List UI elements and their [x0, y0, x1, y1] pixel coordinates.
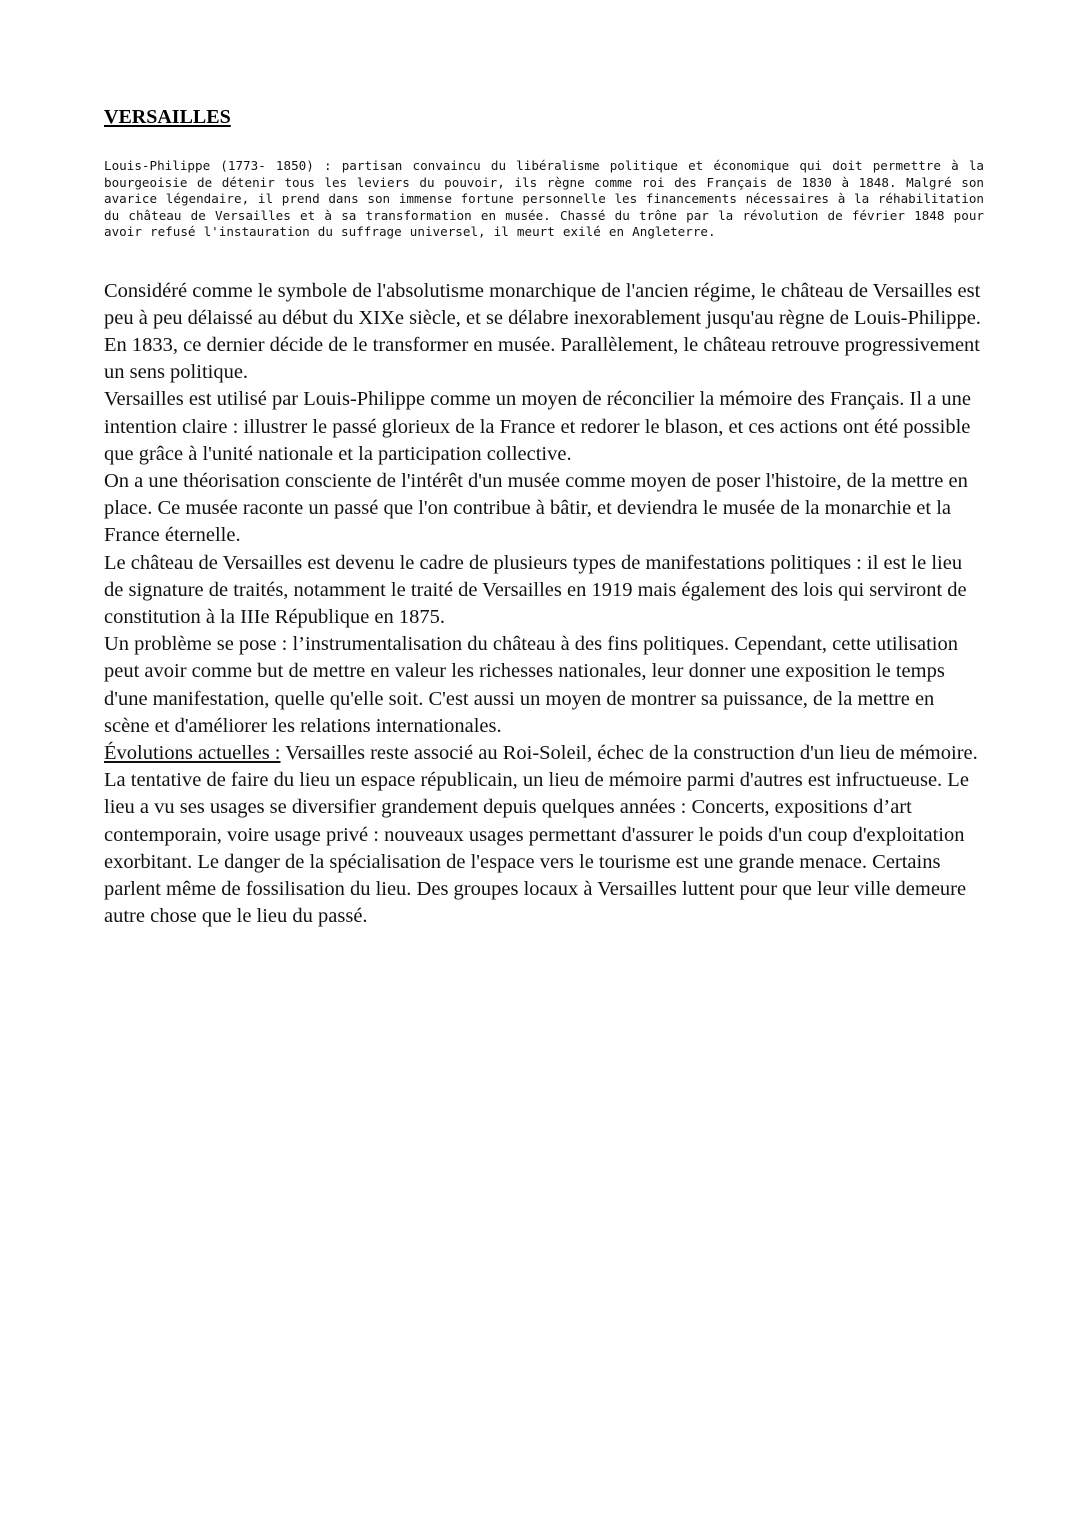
biography-note: Louis-Philippe (1773- 1850) : partisan convaincu du libéralisme politique et économique qui doit permettre à la bourgeoisie de détenir tous les leviers du pouvoir, ils règne comme roi des Français de 1830 à 1848. Malgré son avarice légendaire, il prend dans son immense fortune personnelle les financements nécessaires à la réhabilitation du château de Versailles et à sa transformation en musée. Chassé du trône par la révolution de février 1848 pour avoir refusé l'instauration du suffrage universel, il meurt exilé en Angleterre. [104, 158, 984, 239]
document-page [104, 104, 984, 930]
document-title: VERSAILLES [104, 106, 231, 128]
paragraph-memory: Versailles est utilisé par Louis-Philippe comme un moyen de réconcilier la mémoire des Français. Il a une intention claire : illustrer le passé glorieux de la France et redorer le blason, et ces actions ont été possible que grâce à l'unité nationale et la participation collective. [104, 388, 972, 465]
paragraph-symbol: Considéré comme le symbole de l'absolutisme monarchique de l'ancien régime, le château de Versailles est peu à peu délaissé au début du XIXe siècle, et se délabre inexorablement jusqu'au règne de Louis-Philippe. En 1833, ce dernier décide de le transformer en musée. Parallèlement, le château retrouve progressivement un sens politique. [104, 279, 981, 384]
paragraph-political-events: Le château de Versailles est devenu le cadre de plusieurs types de manifestations politiques : il est le lieu de signature de traités, notamment le traité de Versailles en 1919 mais également des lois qui serviront de constitution à la IIIe République en 1875. [104, 551, 967, 628]
paragraph-evolutions [104, 740, 984, 930]
evolutions-label: Évolutions actuelles : [104, 741, 281, 764]
paragraph-museum: On a une théorisation consciente de l'intérêt d'un musée comme moyen de poser l'histoire, de la mettre en place. Ce musée raconte un passé que l'on contribue à bâtir, et deviendra le musée de la monarchie et la France éternelle. [104, 469, 968, 547]
document-body [104, 278, 984, 931]
paragraph-instrumentalisation: Un problème se pose : l’instrumentalisation du château à des fins politiques. Cependant, cette utilisation peut avoir comme but de mettre en valeur les richesses nationales, leur donner une exposition le temps d'une manifestation, quelle qu'elle soit. C'est aussi un moyen de montrer sa puissance, de la mettre en scène et d'améliorer les relations internationales. [104, 633, 958, 737]
evolutions-text: Versailles reste associé au Roi-Soleil, échec de la construction d'un lieu de mémoire. La tentative de faire du lieu un espace républicain, un lieu de mémoire parmi d'autres est infructueuse. Le lieu a vu ses usages se diversifier grandement depuis quelques années : Concerts, expositions d’art contemporain, voire usage privé : nouveaux usages permettant d'assurer le poids d'un coup d'exploitation exorbitant. Le danger de la spécialisation de l'espace vers le tourisme est une grande menace. Certains parlent même de fossilisation du lieu. Des groupes locaux à Versailles luttent pour que leur ville demeure autre chose que le lieu du passé. [104, 741, 978, 928]
